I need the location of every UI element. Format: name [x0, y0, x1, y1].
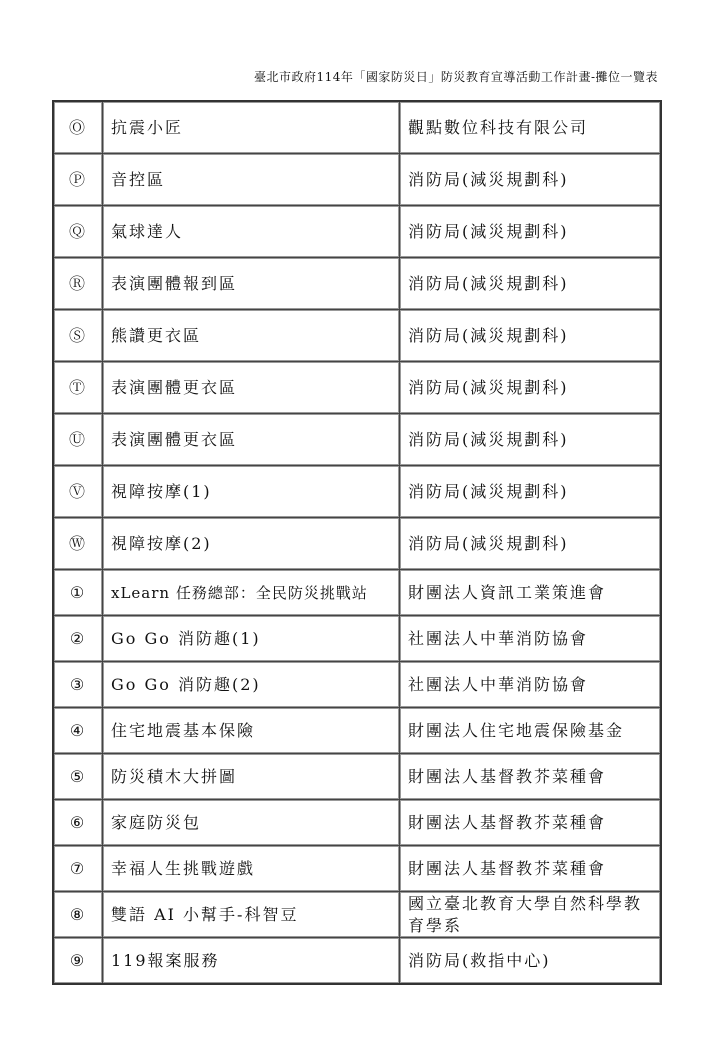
table-row — [53, 754, 661, 800]
booth-organizer: 社團法人中華消防協會 — [400, 662, 662, 708]
table-row — [53, 800, 661, 846]
table-row — [53, 892, 661, 938]
booth-name: Go Go 消防趣(1) — [103, 616, 400, 662]
booth-organizer: 財團法人資訊工業策進會 — [400, 570, 662, 616]
booth-code: ⑦ — [53, 846, 103, 892]
booth-code: ③ — [53, 662, 103, 708]
booth-list-table — [52, 100, 662, 985]
table-row — [53, 466, 661, 518]
table-row — [53, 362, 661, 414]
booth-name: 家庭防災包 — [103, 800, 400, 846]
booth-name: 幸福人生挑戰遊戲 — [103, 846, 400, 892]
booth-organizer: 消防局(減災規劃科) — [400, 518, 662, 570]
booth-organizer: 消防局(減災規劃科) — [400, 466, 662, 518]
booth-name: 抗震小匠 — [103, 101, 400, 154]
table-row — [53, 662, 661, 708]
booth-code: ⑧ — [53, 892, 103, 938]
booth-code: ② — [53, 616, 103, 662]
booth-name: 119報案服務 — [103, 938, 400, 985]
booth-code: ① — [53, 570, 103, 616]
booth-code: Ⓟ — [53, 154, 103, 206]
table-row — [53, 846, 661, 892]
booth-organizer: 消防局(救指中心) — [400, 938, 662, 985]
booth-name: 表演團體報到區 — [103, 258, 400, 310]
table-row — [53, 414, 661, 466]
booth-code: ⑤ — [53, 754, 103, 800]
booth-code: Ⓤ — [53, 414, 103, 466]
booth-code: ⑨ — [53, 938, 103, 985]
table-row — [53, 518, 661, 570]
booth-organizer: 觀點數位科技有限公司 — [400, 101, 662, 154]
booth-code: ④ — [53, 708, 103, 754]
booth-name: 音控區 — [103, 154, 400, 206]
booth-code: Ⓢ — [53, 310, 103, 362]
table-row — [53, 708, 661, 754]
booth-name: Go Go 消防趣(2) — [103, 662, 400, 708]
booth-name: 住宅地震基本保險 — [103, 708, 400, 754]
booth-organizer: 財團法人住宅地震保險基金 — [400, 708, 662, 754]
booth-name: 表演團體更衣區 — [103, 414, 400, 466]
booth-code: Ⓞ — [53, 101, 103, 154]
booth-organizer: 社團法人中華消防協會 — [400, 616, 662, 662]
booth-name: 視障按摩(1) — [103, 466, 400, 518]
booth-organizer: 消防局(減災規劃科) — [400, 310, 662, 362]
booth-name: 防災積木大拼圖 — [103, 754, 400, 800]
booth-organizer: 消防局(減災規劃科) — [400, 154, 662, 206]
booth-name: 表演團體更衣區 — [103, 362, 400, 414]
booth-name: xLearn 任務總部：全民防災挑戰站 — [103, 570, 400, 616]
booth-organizer: 消防局(減災規劃科) — [400, 362, 662, 414]
booth-organizer: 國立臺北教育大學自然科學教育學系 — [400, 892, 662, 938]
table-row — [53, 570, 661, 616]
page-header-title: 臺北市政府114年「國家防災日」防災教育宣導活動工作計畫-攤位一覽表 — [254, 70, 658, 84]
booth-organizer: 財團法人基督教芥菜種會 — [400, 800, 662, 846]
booth-name: 氣球達人 — [103, 206, 400, 258]
booth-code: Ⓣ — [53, 362, 103, 414]
booth-code: ⑥ — [53, 800, 103, 846]
table-row — [53, 938, 661, 985]
booth-organizer: 消防局(減災規劃科) — [400, 206, 662, 258]
booth-code: Ⓦ — [53, 518, 103, 570]
table-row — [53, 258, 661, 310]
booth-code: Ⓥ — [53, 466, 103, 518]
booth-organizer: 財團法人基督教芥菜種會 — [400, 846, 662, 892]
booth-code: Ⓠ — [53, 206, 103, 258]
table-row — [53, 206, 661, 258]
table-row — [53, 154, 661, 206]
booth-organizer: 消防局(減災規劃科) — [400, 414, 662, 466]
booth-organizer: 消防局(減災規劃科) — [400, 258, 662, 310]
booth-organizer: 財團法人基督教芥菜種會 — [400, 754, 662, 800]
booth-name: 熊讚更衣區 — [103, 310, 400, 362]
booth-name: 視障按摩(2) — [103, 518, 400, 570]
booth-code: Ⓡ — [53, 258, 103, 310]
table-row — [53, 101, 661, 154]
table-row — [53, 616, 661, 662]
booth-name: 雙語 AI 小幫手-科智豆 — [103, 892, 400, 938]
table-row — [53, 310, 661, 362]
